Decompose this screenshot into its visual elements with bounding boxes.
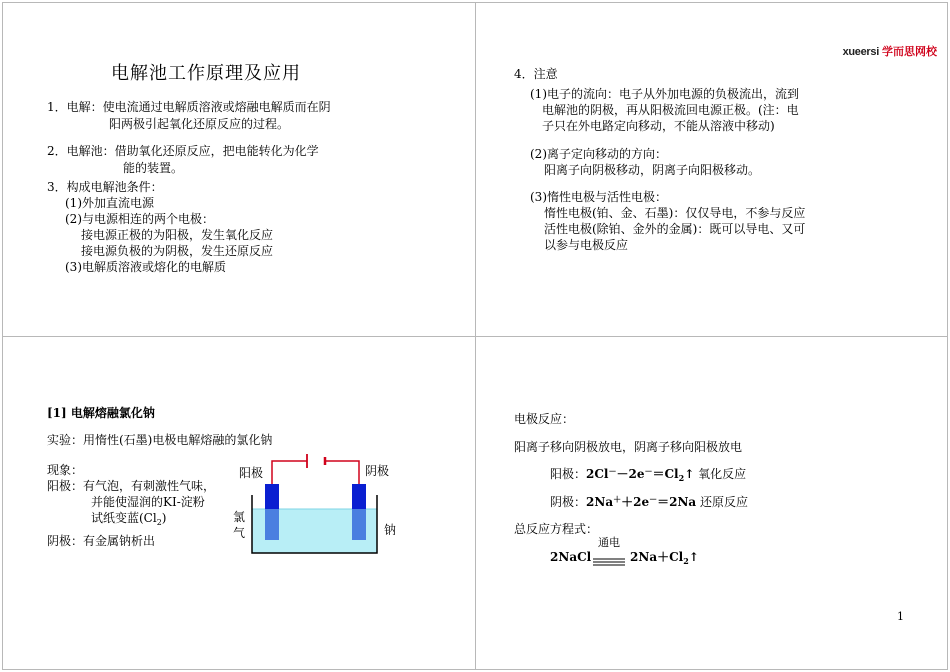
anode-phenomenon-cont: 并能使湿润的KI-淀粉 [91,495,205,509]
conditions-heading: 3．构成电解池条件： [47,180,163,194]
slide-2 [475,2,948,337]
wire-left [272,461,307,484]
electrode-reactions-heading: 电极反应： [514,412,575,426]
note-1-cont: 电解池的阴极，再从阳极流回电源正极。(注：电 [542,103,799,117]
total-reaction-heading: 总反应方程式： [514,522,599,536]
page-number: 1 [897,610,904,623]
note-3-active-cont: 以参与电极反应 [544,238,629,252]
note-1-cont2: 子只在外电路定向移动，不能从溶液中移动) [542,119,775,133]
total-reaction-right: $2Na+Cl_2↑$ [630,550,699,566]
phenomenon-label: 现象： [47,463,84,477]
note-3-active: 活性电极(除铂、金外的金属)：既可以导电、又可 [544,222,806,236]
anode-phenomenon: 阳极：有气泡，有刺激性气味， [47,479,216,493]
slide-1 [2,2,476,337]
slide-3 [2,336,476,670]
reaction-condition: 通电 [598,536,620,549]
condition-3: (3)电解质溶液或熔化的电解质 [65,260,226,274]
note-1: (1)电子的流向：电子从外加电源的负极流出，流到 [530,87,799,101]
diagram-chlorine-label-1: 氯 [233,510,246,524]
condition-2: (2)与电源相连的两个电极： [65,212,214,226]
xueersi-logo [843,43,937,59]
diagram-chlorine-label-2: 气 [233,526,246,540]
note-3-inert: 惰性电极(铂、金、石墨)：仅仅导电，不参与反应 [544,206,806,220]
condition-1: (1)外加直流电源 [65,196,154,210]
diagram-anode-label: 阳极 [239,466,264,480]
diagram-sodium-label: 钠 [384,523,397,537]
cathode-reaction: 阴极：2Na＋＋2e－＝2Na 还原反应 [550,494,749,509]
definition-cell: 2．电解池：借助氧化还原反应，把电能转化为化学 [47,144,319,158]
logo-text-cn: 学而思网校 [882,46,937,58]
condition-2a: 接电源正极的为阳极，发生氧化反应 [81,228,274,242]
definition-cell-cont: 能的装置。 [123,161,184,175]
diagram-cathode-label: 阴极 [365,464,390,478]
anode-electrode-submerged [265,509,279,540]
anode-phenomenon-cont2: 试纸变蓝$(Cl_2)$ [91,511,167,527]
cathode-phenomenon: 阴极：有金属钠析出 [47,534,156,548]
definition-electrolysis-cont: 阳两极引起氧化还原反应的过程。 [109,117,290,131]
experiment-text: 实验：用惰性(石墨)电极电解熔融的氯化钠 [47,433,273,447]
note-3: (3)惰性电极与活性电极： [530,190,667,204]
condition-2b: 接电源负极的为阴极，发生还原反应 [81,244,274,258]
note-2-cont: 阳离子向阴极移动，阴离子向阳极移动。 [544,163,761,177]
anode-reaction: 阳极：$2Cl^--2e^-=Cl_2↑$ 氧化反应 [550,466,747,483]
total-reaction-left: 2NaCl [550,550,592,564]
cathode-electrode-submerged [352,509,366,540]
ion-migration-rule: 阳离子移向阴极放电，阴离子移向阳极放电 [514,440,743,454]
notes-heading: 4．注意 [514,67,558,81]
logo-text-en: xueersi [842,46,879,58]
definition-electrolysis: 1．电解：使电流通过电解质溶液或熔融电解质而在阴 [47,100,331,114]
note-2: (2)离子定向移动的方向： [530,147,667,161]
slide-title: 电解池工作原理及应用 [111,63,301,84]
example-heading: [1] 电解熔融氯化钠 [47,406,155,420]
equals-sign [592,551,626,559]
triple-line-equals [592,558,626,566]
wire-right [325,461,359,484]
slide-4 [475,336,948,670]
